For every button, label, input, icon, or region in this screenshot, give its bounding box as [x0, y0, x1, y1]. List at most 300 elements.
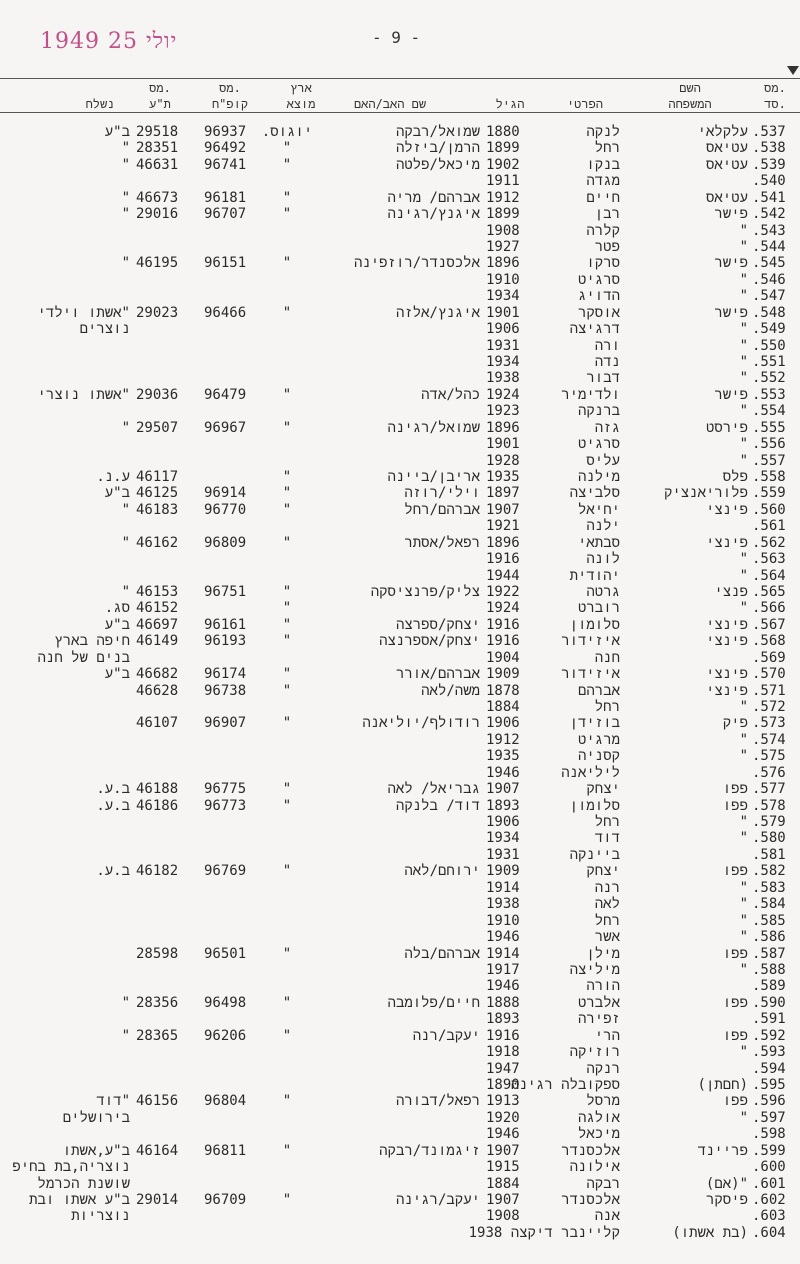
- first-name: אולגה: [577, 1109, 620, 1126]
- birth-year: 1912: [486, 731, 520, 748]
- date-stamp: 1949 יולי 25: [40, 29, 178, 54]
- sent-to: ב"ע אשתו ובת: [29, 1191, 130, 1208]
- parents-names: יעקב/רנה: [412, 1027, 480, 1044]
- family-name: פפו: [722, 781, 748, 798]
- row-number: .588: [752, 961, 786, 978]
- first-name: קסניה: [577, 748, 620, 765]
- sent-to: נוצריה,בת בחיפ: [12, 1159, 130, 1176]
- first-name: חנה: [594, 649, 620, 666]
- te-number: 46149: [136, 633, 179, 650]
- row-number: .564: [752, 567, 786, 584]
- kupat-holim-number: 96161: [204, 616, 247, 633]
- country-origin: ": [282, 633, 292, 650]
- kupat-holim-number: 96811: [204, 1142, 247, 1159]
- te-number: 46162: [136, 534, 179, 551]
- row-number: .558: [752, 469, 786, 486]
- sent-to: שושנת הכרמל: [37, 1175, 130, 1192]
- kupat-holim-number: 96193: [204, 633, 247, 650]
- header-top-rule: [0, 78, 800, 79]
- parents-names: ירוחם/לאה: [404, 863, 480, 880]
- te-number: 46117: [136, 469, 179, 486]
- birth-year: 1911: [486, 173, 520, 190]
- family-name: פפו: [722, 863, 748, 880]
- parents-names: צליק/פרנציסקה: [370, 584, 480, 601]
- row-number: .604: [752, 1224, 786, 1241]
- sent-to: ": [121, 140, 130, 157]
- parents-names: אברהם/רחל: [404, 501, 480, 518]
- birth-year: 1934: [486, 830, 520, 847]
- row-number: .576: [752, 764, 786, 781]
- header-bottom-rule: [0, 112, 800, 113]
- row-number: .602: [752, 1191, 786, 1208]
- sent-to: ע.נ.: [96, 469, 130, 486]
- family-name: עטיאס: [705, 156, 748, 173]
- sent-to: ": [121, 534, 130, 551]
- table-row: [0, 1223, 800, 1243]
- first-name: חיים: [586, 189, 620, 206]
- first-name: רנה: [594, 879, 620, 896]
- first-name: מרסל: [586, 1093, 620, 1110]
- row-number: .539: [752, 156, 786, 173]
- country-origin: ": [282, 945, 292, 962]
- row-number: .538: [752, 140, 786, 157]
- row-number: .547: [752, 288, 786, 305]
- row-number: .579: [752, 814, 786, 831]
- country-origin: ": [282, 485, 292, 502]
- parents-names: שמואל/רבקה: [395, 124, 480, 140]
- family-name: פיק: [722, 715, 748, 732]
- row-number: .585: [752, 912, 786, 929]
- country-origin: ": [282, 386, 292, 403]
- first-name: הדויג: [577, 288, 620, 305]
- birth-year: 1928: [486, 452, 520, 469]
- row-number: .583: [752, 879, 786, 896]
- row-number: .562: [752, 534, 786, 551]
- country-origin: ": [282, 206, 292, 223]
- first-name: סרגיט: [577, 436, 620, 453]
- birth-year: 1880: [486, 124, 520, 140]
- header-origin: ארץ מוצא: [286, 81, 316, 111]
- te-number: 28356: [136, 994, 179, 1011]
- birth-year: 1946: [486, 978, 520, 995]
- birth-year: 1909: [486, 863, 520, 880]
- te-number: 29016: [136, 206, 179, 223]
- sent-to: ": [121, 419, 130, 436]
- parents-names: איגנץ/רגינה: [387, 206, 480, 223]
- family-name: פפו: [722, 1093, 748, 1110]
- family-name: ": [739, 1109, 748, 1126]
- header-sent: נשלח: [85, 97, 115, 111]
- row-number: .560: [752, 501, 786, 518]
- first-name: יצחק: [586, 863, 620, 880]
- first-name: אלברט: [577, 994, 620, 1011]
- row-number: .600: [752, 1159, 786, 1176]
- row-number: .578: [752, 797, 786, 814]
- row-number: .540: [752, 173, 786, 190]
- row-number: .581: [752, 846, 786, 863]
- birth-year: 1896: [486, 255, 520, 272]
- birth-year: 1884: [486, 1175, 520, 1192]
- sent-to: ב"ע: [104, 666, 130, 683]
- parents-names: רפאל/דבורה: [395, 1093, 480, 1110]
- parents-names: חיים/פלומבה: [387, 994, 480, 1011]
- birth-year: 1916: [486, 1027, 520, 1044]
- te-number: 46673: [136, 189, 179, 206]
- country-origin: ": [282, 994, 292, 1011]
- sent-to: ": [121, 994, 130, 1011]
- first-name: רחל: [594, 912, 620, 929]
- birth-year: 1907: [486, 1142, 520, 1159]
- family-name: ": [739, 567, 748, 584]
- page-corner-mark: [787, 66, 799, 75]
- first-name: רחל: [594, 814, 620, 831]
- birth-year: 1917: [486, 961, 520, 978]
- first-name: מגדה: [586, 173, 620, 190]
- first-name: הרי: [594, 1027, 620, 1044]
- parents-names: יעקב/רגינה: [395, 1191, 480, 1208]
- parents-names: כהל/אדה: [421, 386, 480, 403]
- first-name: מילן: [586, 945, 620, 962]
- first-name: רנקה: [586, 1060, 620, 1077]
- family-name: פלס: [722, 469, 748, 486]
- birth-year: 1935: [486, 748, 520, 765]
- country-origin: ": [282, 682, 292, 699]
- row-number: .603: [752, 1208, 786, 1225]
- te-number: 46195: [136, 255, 179, 272]
- sent-to: ": [121, 189, 130, 206]
- kupat-holim-number: 96809: [204, 534, 247, 551]
- row-number: .570: [752, 666, 786, 683]
- sent-to: "דוד: [96, 1093, 130, 1110]
- first-name: אלכסנדר: [561, 1191, 620, 1208]
- row-number: .561: [752, 518, 786, 535]
- family-name: ": [739, 929, 748, 946]
- first-name: ילנה: [586, 518, 620, 535]
- birth-year: 1912: [486, 189, 520, 206]
- family-name: פינצי: [705, 616, 748, 633]
- birth-year: 1902: [486, 156, 520, 173]
- row-number: .548: [752, 304, 786, 321]
- row-number: .582: [752, 863, 786, 880]
- parents-names: אברהם/בלה: [404, 945, 480, 962]
- family-name: פריינד: [697, 1142, 748, 1159]
- parents-names: אלכסנדר/רוזפינה: [353, 255, 480, 272]
- row-number: .586: [752, 929, 786, 946]
- birth-year: 1909: [486, 666, 520, 683]
- birth-year: 1901: [486, 436, 520, 453]
- sent-to: ב.ע.: [96, 797, 130, 814]
- family-name: ": [739, 222, 748, 239]
- te-number: 46628: [136, 682, 179, 699]
- kupat-holim-number: 96937: [204, 124, 247, 140]
- row-number: .593: [752, 1044, 786, 1061]
- birth-year: 1918: [486, 1044, 520, 1061]
- sent-to: חיפה בארץ: [54, 633, 130, 650]
- family-name: ": [739, 748, 748, 765]
- first-name: הורה: [586, 978, 620, 995]
- birth-year: 1921: [486, 518, 520, 535]
- parents-names: משה/לאה: [421, 682, 480, 699]
- country-origin: ": [282, 189, 292, 206]
- first-name: אנה: [594, 1208, 620, 1225]
- first-name: זפירה: [577, 1011, 620, 1028]
- row-number: .556: [752, 436, 786, 453]
- family-name: ": [739, 879, 748, 896]
- row-number: .567: [752, 616, 786, 633]
- te-number: 46697: [136, 616, 179, 633]
- te-number: 29014: [136, 1191, 179, 1208]
- first-name: סלומון: [569, 797, 620, 814]
- birth-year: 1946: [486, 764, 520, 781]
- sent-to: "אשתו וילדי: [37, 304, 130, 321]
- parents-names: איגנץ/אלזה: [395, 304, 480, 321]
- birth-year: 1899: [486, 140, 520, 157]
- first-name: קלרה: [586, 222, 620, 239]
- kupat-holim-number: 96466: [204, 304, 247, 321]
- header-year: הגיל: [495, 97, 525, 111]
- first-name: ביינקה: [569, 846, 620, 863]
- family-name: ": [739, 896, 748, 913]
- country-origin: ": [282, 797, 292, 814]
- first-name: סלביצה: [569, 485, 620, 502]
- first-name: מיליצה: [569, 961, 620, 978]
- row-number: .565: [752, 584, 786, 601]
- kupat-holim-number: 96181: [204, 189, 247, 206]
- first-name: איזידור: [561, 666, 620, 683]
- parents-names: אברהם/ מריה: [387, 189, 480, 206]
- kupat-holim-number: 96769: [204, 863, 247, 880]
- kupat-holim-number: 96498: [204, 994, 247, 1011]
- first-name: רוזיקה: [569, 1044, 620, 1061]
- first-name: מיכאל: [577, 1126, 620, 1143]
- parents-names: רודולף/יוליאנה: [362, 715, 480, 732]
- birth-year: 1916: [486, 616, 520, 633]
- family-name: ": [739, 452, 748, 469]
- row-number: .550: [752, 337, 786, 354]
- first-name: דרגיצה: [569, 321, 620, 338]
- kupat-holim-number: 96206: [204, 1027, 247, 1044]
- row-number: .575: [752, 748, 786, 765]
- birth-year: 1922: [486, 584, 520, 601]
- country-origin: יוגוס.: [261, 124, 313, 140]
- first-name: מילנה: [577, 469, 620, 486]
- birth-year: 1915: [486, 1159, 520, 1176]
- family-name: ": [739, 912, 748, 929]
- family-name: פישר: [714, 386, 748, 403]
- sent-to: ": [121, 584, 130, 601]
- family-name: ": [739, 600, 748, 617]
- row-number: .545: [752, 255, 786, 272]
- family-name: עטיאס: [705, 189, 748, 206]
- row-number: .543: [752, 222, 786, 239]
- parents-names: אברהם/אורר: [395, 666, 480, 683]
- family-name: ": [739, 699, 748, 716]
- first-name: מרגיט: [577, 731, 620, 748]
- row-number: .554: [752, 403, 786, 420]
- kupat-holim-number: 96751: [204, 584, 247, 601]
- birth-year: 1906: [486, 321, 520, 338]
- te-number: 46188: [136, 781, 179, 798]
- header-parents: שם האב/האם: [353, 97, 427, 111]
- kupat-holim-number: 96492: [204, 140, 247, 157]
- first-name: יהודית: [569, 567, 620, 584]
- family-name: פנצי: [714, 584, 748, 601]
- row-number: .590: [752, 994, 786, 1011]
- birth-year: 1908: [486, 222, 520, 239]
- sent-to: ב"ע: [104, 124, 130, 140]
- family-name: פינצי: [705, 534, 748, 551]
- te-number: 46153: [136, 584, 179, 601]
- parents-names: אריבן/ביינה: [387, 469, 480, 486]
- row-number: .552: [752, 370, 786, 387]
- birth-year: 1916: [486, 551, 520, 568]
- kupat-holim-number: 96151: [204, 255, 247, 272]
- birth-year: 1910: [486, 271, 520, 288]
- first-name: לנקה: [586, 124, 620, 140]
- family-name: פישר: [714, 255, 748, 272]
- first-name: רחל: [594, 140, 620, 157]
- first-name: קליינבר דיקצה 1938: [468, 1224, 620, 1241]
- first-name: רחל: [594, 699, 620, 716]
- birth-year: 1923: [486, 403, 520, 420]
- family-name: פינצי: [705, 666, 748, 683]
- family-name: ": [739, 321, 748, 338]
- sent-to: ": [121, 255, 130, 272]
- first-name: אלכסנדר: [561, 1142, 620, 1159]
- row-number: .571: [752, 682, 786, 699]
- te-number: 46182: [136, 863, 179, 880]
- country-origin: ": [282, 715, 292, 732]
- te-number: 46152: [136, 600, 179, 617]
- birth-year: 1924: [486, 600, 520, 617]
- family-name: ": [739, 271, 748, 288]
- birth-year: 1878: [486, 682, 520, 699]
- row-number: .592: [752, 1027, 786, 1044]
- country-origin: ": [282, 304, 292, 321]
- birth-year: 1897: [486, 485, 520, 502]
- birth-year: 1899: [486, 206, 520, 223]
- country-origin: ": [282, 140, 292, 157]
- birth-year: 1938: [486, 896, 520, 913]
- country-origin: ": [282, 863, 292, 880]
- kupat-holim-number: 96709: [204, 1191, 247, 1208]
- family-name: ": [739, 551, 748, 568]
- birth-year: 1896: [486, 419, 520, 436]
- birth-year: 1904: [486, 649, 520, 666]
- birth-year: 1907: [486, 501, 520, 518]
- parents-names: הרמן/ביזלה: [395, 140, 480, 157]
- te-number: 46631: [136, 156, 179, 173]
- header-te: מס. ת"ע: [149, 81, 171, 111]
- first-name: רבקה: [586, 1175, 620, 1192]
- first-name: ליליאנה: [561, 764, 620, 781]
- family-name: פינצי: [705, 501, 748, 518]
- row-number: .597: [752, 1109, 786, 1126]
- te-number: 28598: [136, 945, 179, 962]
- first-name: סלומון: [569, 616, 620, 633]
- birth-year: 1944: [486, 567, 520, 584]
- row-number: .599: [752, 1142, 786, 1159]
- sent-to: ": [121, 1027, 130, 1044]
- first-name: סרקו: [586, 255, 620, 272]
- kupat-holim-number: 96174: [204, 666, 247, 683]
- row-number: .598: [752, 1126, 786, 1143]
- birth-year: 1931: [486, 846, 520, 863]
- kupat-holim-number: 96907: [204, 715, 247, 732]
- birth-year: 1907: [486, 1191, 520, 1208]
- row-number: .549: [752, 321, 786, 338]
- birth-year: 1884: [486, 699, 520, 716]
- first-name: עליס: [586, 452, 620, 469]
- birth-year: 1931: [486, 337, 520, 354]
- header-family: השם המשפחה: [668, 81, 712, 111]
- first-name: אשר: [594, 929, 620, 946]
- sent-to: נוצריות: [71, 1208, 130, 1225]
- kupat-holim-number: 96914: [204, 485, 247, 502]
- family-name: ": [739, 288, 748, 305]
- birth-year: 1893: [486, 1011, 520, 1028]
- first-name: רוברט: [577, 600, 620, 617]
- sent-to: בנים של חנה: [37, 649, 130, 666]
- sent-to: ": [121, 156, 130, 173]
- first-name: ורה: [594, 337, 620, 354]
- birth-year: 1907: [486, 781, 520, 798]
- row-number: .542: [752, 206, 786, 223]
- family-name: ": [739, 354, 748, 371]
- row-number: .559: [752, 485, 786, 502]
- sent-to: בירושלים: [62, 1109, 130, 1126]
- te-number: 29518: [136, 124, 179, 140]
- country-origin: ": [282, 534, 292, 551]
- country-origin: ": [282, 616, 292, 633]
- country-origin: ": [282, 1191, 292, 1208]
- te-number: 46183: [136, 501, 179, 518]
- sent-to: ב"ע: [104, 485, 130, 502]
- row-number: .557: [752, 452, 786, 469]
- row-number: .584: [752, 896, 786, 913]
- family-name: ": [739, 403, 748, 420]
- row-number: .594: [752, 1060, 786, 1077]
- family-name: פפו: [722, 994, 748, 1011]
- row-number: .568: [752, 633, 786, 650]
- family-name: פפו: [722, 945, 748, 962]
- page-number: - 9 -: [372, 28, 421, 47]
- kupat-holim-number: 96501: [204, 945, 247, 962]
- birth-year: 1920: [486, 1109, 520, 1126]
- first-name: נדה: [594, 354, 620, 371]
- first-name: גזה: [594, 419, 620, 436]
- first-name: רבן: [594, 206, 620, 223]
- country-origin: ": [282, 1027, 292, 1044]
- kupat-holim-number: 96773: [204, 797, 247, 814]
- te-number: 46125: [136, 485, 179, 502]
- country-origin: ": [282, 156, 292, 173]
- country-origin: ": [282, 600, 292, 617]
- family-name: ": [739, 239, 748, 255]
- kupat-holim-number: 96741: [204, 156, 247, 173]
- first-name: דבור: [586, 370, 620, 387]
- family-name: ": [739, 1044, 748, 1061]
- first-name: בוזידן: [569, 715, 620, 732]
- first-name: יחיאל: [577, 501, 620, 518]
- birth-year: 1924: [486, 386, 520, 403]
- birth-year: 1908: [486, 1208, 520, 1225]
- row-number: .595: [752, 1076, 786, 1093]
- first-name: לונה: [586, 551, 620, 568]
- kupat-holim-number: 96804: [204, 1093, 247, 1110]
- row-number: .573: [752, 715, 786, 732]
- country-origin: ": [282, 666, 292, 683]
